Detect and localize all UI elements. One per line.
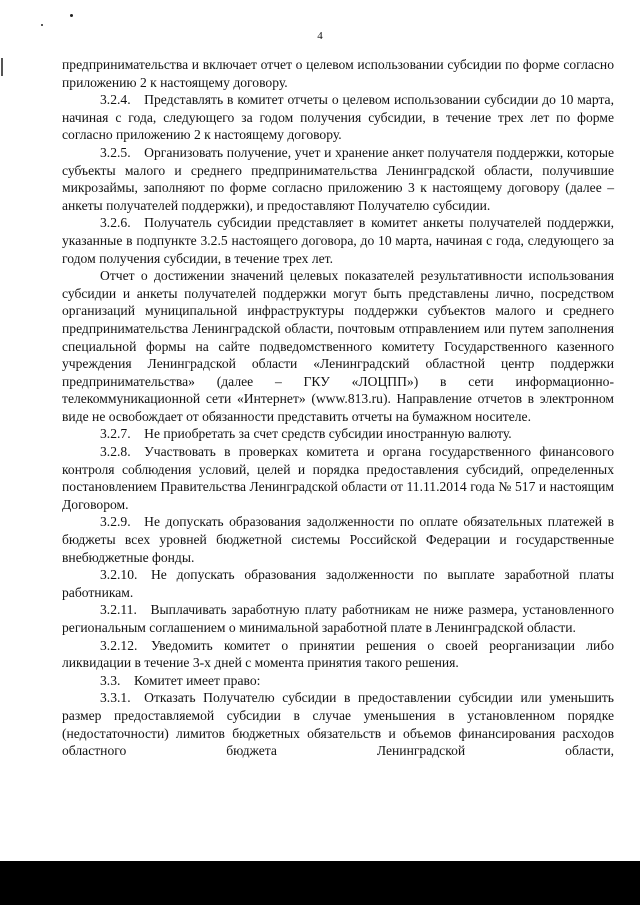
document-body: [62, 56, 614, 760]
paragraph-3-2-10: 3.2.10. Не допускать образования задолженности по выплате заработной платы работникам.: [62, 567, 614, 600]
paragraph-3-2-5: 3.2.5. Организовать получение, учет и хранение анкет получателя поддержки, которые субъекты малого и среднего предпринимательства Ленинградской области, получившие микрозаймы, заполняют по форме согласно приложению 3 к настоящему договору (далее – анкеты получателей поддержки), и предоставляют Получателю субсидии.: [62, 144, 614, 213]
paragraph-continuation: предпринимательства и включает отчет о целевом использовании субсидии по форме согласно приложению 2 к настоящему договору.: [62, 57, 614, 90]
paragraph-3-2-7: 3.2.7. Не приобретать за счет средств субсидии иностранную валюту.: [100, 426, 512, 442]
scan-bottom-band: [0, 861, 640, 905]
paragraph-3-2-4: 3.2.4. Представлять в комитет отчеты о целевом использовании субсидии до 10 марта, начиная с года, следующего за годом получения субсидии, в течение трех лет по форме согласно приложению 2 к настоящему договору.: [62, 92, 614, 143]
paragraph-3-2-11: 3.2.11. Выплачивать заработную плату работникам не ниже размера, установленного региональным соглашением о минимальной заработной плате в Ленинградской области.: [62, 602, 614, 635]
scan-speck: [70, 14, 73, 17]
paragraph-3-2-12: 3.2.12. Уведомить комитет о принятии решения о своей реорганизации либо ликвидации в течение 3-х дней с момента принятия такого решения.: [62, 637, 614, 671]
scan-speck: [41, 24, 43, 26]
paragraph-reports: Отчет о достижении значений целевых показателей результативности использования субсидии и анкеты получателей поддержки могут быть представлены лично, посредством организаций муниципальной инфраструктуры поддержки субъектов малого и среднего предпринимательства Ленинградской области, почтовым отправлением или путем заполнения специальной формы на сайте подведомственного комитету Государственного казенного учреждения Ленинградской области «Ленинградский областной центр поддержки предпринимательства» (далее – ГКУ «ЛОЦПП») в сети информационно-телекоммуникационной сети «Интернет» (www.813.ru). Направление отчетов в электронном виде не освобождает от обязанности представить отчеты на бумажном носителе.: [62, 268, 614, 424]
page-number: 4: [317, 30, 323, 42]
paragraph-3-3-1: 3.3.1. Отказать Получателю субсидии в предоставлении субсидии или уменьшить размер предоставляемой субсидии в случае уменьшения в установленном порядке (недостаточности) лимитов бюджетных обязательств и объемов финансирования расходов областного бюджета Ленинградской области,: [62, 690, 614, 759]
paragraph-3-2-6: 3.2.6. Получатель субсидии представляет в комитет анкеты получателей поддержки, указанные в подпункте 3.2.5 настоящего договора, до 10 марта, начиная с года, следующего за годом получения субсидии, в течение трех лет.: [62, 215, 614, 266]
paragraph-3-2-8: 3.2.8. Участвовать в проверках комитета и органа государственного финансового контроля соблюдения условий, целей и порядка предоставления субсидий, определенных постановлением Правительства Ленинградской области от 11.11.2014 года № 517 и настоящим Договором.: [62, 444, 614, 512]
paragraph-3-2-9: 3.2.9. Не допускать образования задолженности по оплате обязательных платежей в бюджеты всех уровней бюджетной системы Российской Федерации и государственные внебюджетные фонды.: [62, 514, 614, 565]
paragraph-3-3: 3.3. Комитет имеет право:: [100, 672, 261, 688]
scan-edge-mark: [1, 58, 3, 76]
